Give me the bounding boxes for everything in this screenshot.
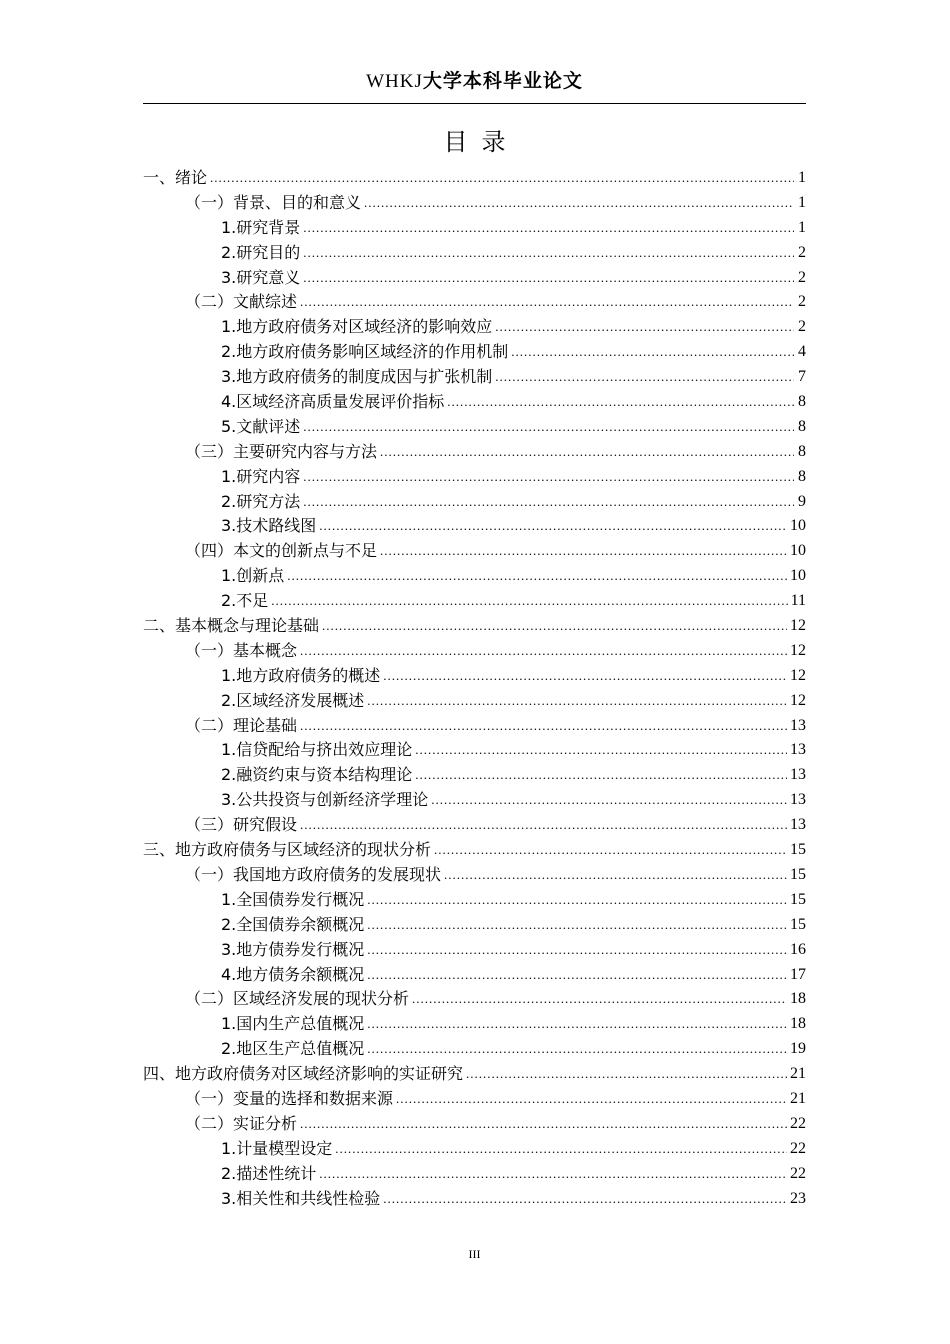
toc-leader-dots	[300, 639, 787, 664]
page-number: III	[468, 1247, 481, 1261]
toc-entry-page: 8	[798, 442, 806, 460]
toc-entry-page: 10	[790, 517, 806, 535]
toc-entry-page: 13	[790, 716, 806, 734]
toc-entry[interactable]	[143, 166, 806, 191]
toc-entry-page: 18	[790, 1015, 806, 1033]
toc-entry-page: 7	[798, 368, 806, 386]
toc-entry[interactable]	[143, 788, 806, 813]
toc-entry[interactable]	[143, 290, 806, 315]
toc-entry-title: 3.地方政府债务的制度成因与扩张机制	[221, 367, 493, 387]
toc-entry-page: 8	[798, 393, 806, 411]
toc-entry-page: 19	[790, 1040, 806, 1058]
toc-leader-dots	[300, 290, 794, 315]
toc-entry-page: 2	[798, 243, 806, 261]
toc-entry-title: 3.地方债券发行概况	[221, 939, 365, 959]
toc-leader-dots	[319, 514, 787, 539]
toc-entry-title: （二）文献综述	[185, 292, 298, 312]
toc-entry[interactable]	[143, 539, 806, 564]
toc-entry-title: 2.地区生产总值概况	[221, 1039, 365, 1059]
toc-entry-page: 18	[790, 990, 806, 1008]
toc-entry[interactable]	[143, 1137, 806, 1162]
toc-entry[interactable]	[143, 664, 806, 689]
toc-entry-title: 二、基本概念与理论基础	[143, 616, 320, 636]
toc-leader-dots	[210, 166, 794, 191]
toc-leader-dots	[303, 241, 794, 266]
toc-leader-dots	[367, 938, 787, 963]
toc-entry-title: 1.研究内容	[221, 466, 301, 486]
toc-entry[interactable]	[143, 440, 806, 465]
toc-entry-title: （一）我国地方政府债务的发展现状	[185, 864, 442, 884]
toc-leader-dots	[303, 266, 794, 291]
toc-entry-title: （一）基本概念	[185, 640, 298, 660]
toc-leader-dots	[367, 1037, 787, 1062]
toc-entry[interactable]	[143, 714, 806, 739]
toc-entry[interactable]	[143, 963, 806, 988]
toc-leader-dots	[367, 1012, 787, 1037]
toc-entry[interactable]	[143, 1037, 806, 1062]
toc-entry-title: （三）研究假设	[185, 815, 298, 835]
toc-leader-dots	[495, 315, 794, 340]
toc-leader-dots	[383, 1187, 787, 1212]
toc-entry-page: 22	[790, 1114, 806, 1132]
toc-entry[interactable]	[143, 1187, 806, 1212]
toc-entry-title: 1.创新点	[221, 566, 285, 586]
toc-entry-page: 15	[790, 915, 806, 933]
toc-entry-title: 3.相关性和共线性检验	[221, 1188, 381, 1208]
toc-entry-page: 1	[798, 169, 806, 186]
toc-entry-page: 13	[790, 766, 806, 784]
toc-entry-page: 12	[790, 691, 806, 709]
toc-leader-dots	[271, 589, 787, 614]
toc-entry[interactable]	[143, 1087, 806, 1112]
toc-leader-dots	[303, 465, 794, 490]
toc-entry[interactable]	[143, 340, 806, 365]
toc-entry[interactable]	[143, 1062, 806, 1087]
toc-leader-dots	[380, 440, 794, 465]
toc-entry-page: 1	[798, 193, 806, 211]
toc-leader-dots	[300, 1112, 787, 1137]
toc-entry-title: 2.研究目的	[221, 242, 301, 262]
toc-leader-dots	[367, 689, 787, 714]
toc-entry-title: 1.计量模型设定	[221, 1138, 333, 1158]
toc-entry-title: 4.地方债务余额概况	[221, 964, 365, 984]
header-school-code: WHKJ	[366, 71, 423, 92]
toc-entry-title: （二）实证分析	[185, 1113, 298, 1133]
toc-entry-title: 四、地方政府债务对区域经济影响的实证研究	[143, 1064, 464, 1084]
toc-leader-dots	[367, 913, 787, 938]
toc-entry[interactable]	[143, 216, 806, 241]
toc-entry-page: 4	[798, 343, 806, 361]
toc-entry-page: 15	[790, 841, 806, 859]
toc-entry[interactable]	[143, 838, 806, 863]
toc-entry-title: 4.区域经济高质量发展评价指标	[221, 392, 445, 412]
toc-entry-page: 15	[790, 865, 806, 883]
toc-entry-title: 2.融资约束与资本结构理论	[221, 765, 413, 785]
toc-entry[interactable]	[143, 1012, 806, 1037]
toc-entry-title: （二）理论基础	[185, 715, 298, 735]
toc-entry-title: （一）背景、目的和意义	[185, 192, 362, 212]
toc-entry-title: 1.研究背景	[221, 217, 301, 237]
toc-leader-dots	[444, 863, 787, 888]
toc-title: 目录	[443, 128, 520, 156]
toc-entry-title: 2.全国债券余额概况	[221, 914, 365, 934]
toc-entry-title: （二）区域经济发展的现状分析	[185, 989, 410, 1009]
toc-entry[interactable]	[143, 191, 806, 216]
toc-leader-dots	[303, 216, 794, 241]
toc-entry-page: 22	[790, 1164, 806, 1182]
toc-entry[interactable]	[143, 863, 806, 888]
toc-entry-title: 三、地方政府债务与区域经济的现状分析	[143, 840, 432, 860]
toc-leader-dots	[364, 191, 794, 216]
toc-leader-dots	[319, 1162, 787, 1187]
toc-entry-page: 23	[790, 1189, 806, 1207]
toc-entry-title: 1.地方政府债务对区域经济的影响效应	[221, 317, 493, 337]
toc-entry[interactable]	[143, 315, 806, 340]
toc-leader-dots	[466, 1062, 787, 1087]
toc-entry-title: （四）本文的创新点与不足	[185, 541, 378, 561]
toc-entry-page: 12	[790, 641, 806, 659]
toc-entry[interactable]	[143, 888, 806, 913]
toc-leader-dots	[287, 564, 787, 589]
toc-entry[interactable]	[143, 564, 806, 589]
toc-entry[interactable]	[143, 689, 806, 714]
toc-entry-page: 12	[790, 617, 806, 635]
toc-entry-page: 21	[790, 1065, 806, 1083]
toc-entry-page: 11	[790, 592, 806, 610]
toc-entry[interactable]	[143, 639, 806, 664]
toc-entry-title: 一、绪论	[143, 168, 208, 187]
toc-leader-dots	[300, 813, 787, 838]
toc-entry-title: 2.描述性统计	[221, 1163, 317, 1183]
toc-entry-title: 1.国内生产总值概况	[221, 1014, 365, 1034]
toc-entry-page: 1	[798, 218, 806, 236]
toc-entry[interactable]	[143, 266, 806, 291]
toc-entry-title: 2.不足	[221, 591, 269, 611]
toc-entry-title: 1.全国债券发行概况	[221, 889, 365, 909]
toc-entry-title: 3.研究意义	[221, 267, 301, 287]
toc-entry-page: 8	[798, 467, 806, 485]
toc-entry-page: 15	[790, 890, 806, 908]
toc-entry[interactable]	[143, 490, 806, 515]
toc-leader-dots	[383, 664, 787, 689]
toc-leader-dots	[434, 838, 787, 863]
table-of-contents	[143, 166, 806, 1211]
toc-leader-dots	[335, 1137, 787, 1162]
toc-entry-title: 2.地方政府债务影响区域经济的作用机制	[221, 342, 509, 362]
toc-entry[interactable]	[143, 241, 806, 266]
toc-leader-dots	[415, 738, 787, 763]
toc-leader-dots	[367, 888, 787, 913]
toc-entry[interactable]	[143, 589, 806, 614]
toc-entry-page: 13	[790, 791, 806, 809]
toc-entry-title: 2.研究方法	[221, 491, 301, 511]
toc-entry-page: 8	[798, 417, 806, 435]
toc-leader-dots	[396, 1087, 787, 1112]
toc-entry-page: 10	[790, 542, 806, 560]
toc-entry[interactable]	[143, 365, 806, 390]
toc-leader-dots	[303, 490, 794, 515]
toc-entry-page: 16	[790, 940, 806, 958]
toc-entry-title: 3.公共投资与创新经济学理论	[221, 790, 429, 810]
header-school-title: 大学本科毕业论文	[422, 70, 583, 92]
toc-entry-page: 13	[790, 741, 806, 759]
toc-entry[interactable]	[143, 415, 806, 440]
toc-leader-dots	[300, 714, 787, 739]
toc-entry-page: 21	[790, 1089, 806, 1107]
page-header	[143, 66, 806, 93]
toc-entry[interactable]	[143, 1112, 806, 1137]
toc-leader-dots	[511, 340, 794, 365]
toc-entry-page: 9	[798, 492, 806, 510]
toc-entry[interactable]	[143, 987, 806, 1012]
toc-leader-dots	[380, 539, 787, 564]
toc-entry-page: 22	[790, 1139, 806, 1157]
toc-entry[interactable]	[143, 813, 806, 838]
toc-leader-dots	[367, 963, 787, 988]
toc-entry-page: 13	[790, 816, 806, 834]
toc-entry[interactable]	[143, 1162, 806, 1187]
toc-entry-page: 2	[798, 293, 806, 311]
toc-entry[interactable]	[143, 390, 806, 415]
toc-entry[interactable]	[143, 738, 806, 763]
toc-entry-page: 2	[798, 318, 806, 336]
toc-entry-title: 1.信贷配给与挤出效应理论	[221, 740, 413, 760]
toc-leader-dots	[322, 614, 787, 639]
toc-leader-dots	[495, 365, 794, 390]
toc-entry[interactable]	[143, 465, 806, 490]
toc-entry-title: （一）变量的选择和数据来源	[185, 1088, 394, 1108]
toc-leader-dots	[303, 415, 794, 440]
toc-entry-page: 12	[790, 666, 806, 684]
toc-entry-title: （三）主要研究内容与方法	[185, 441, 378, 461]
toc-entry[interactable]	[143, 913, 806, 938]
toc-entry[interactable]	[143, 763, 806, 788]
toc-entry-page: 10	[790, 567, 806, 585]
toc-leader-dots	[431, 788, 787, 813]
toc-leader-dots	[447, 390, 794, 415]
toc-entry-title: 5.文献评述	[221, 416, 301, 436]
toc-entry-title: 3.技术路线图	[221, 516, 317, 536]
toc-entry-page: 2	[798, 268, 806, 286]
toc-entry[interactable]	[143, 514, 806, 539]
toc-leader-dots	[412, 987, 787, 1012]
toc-entry-title: 1.地方政府债务的概述	[221, 665, 381, 685]
header-rule	[143, 103, 806, 104]
toc-entry[interactable]	[143, 614, 806, 639]
toc-entry[interactable]	[143, 938, 806, 963]
toc-entry-title: 2.区域经济发展概述	[221, 690, 365, 710]
toc-entry-page: 17	[790, 965, 806, 983]
toc-leader-dots	[415, 763, 787, 788]
